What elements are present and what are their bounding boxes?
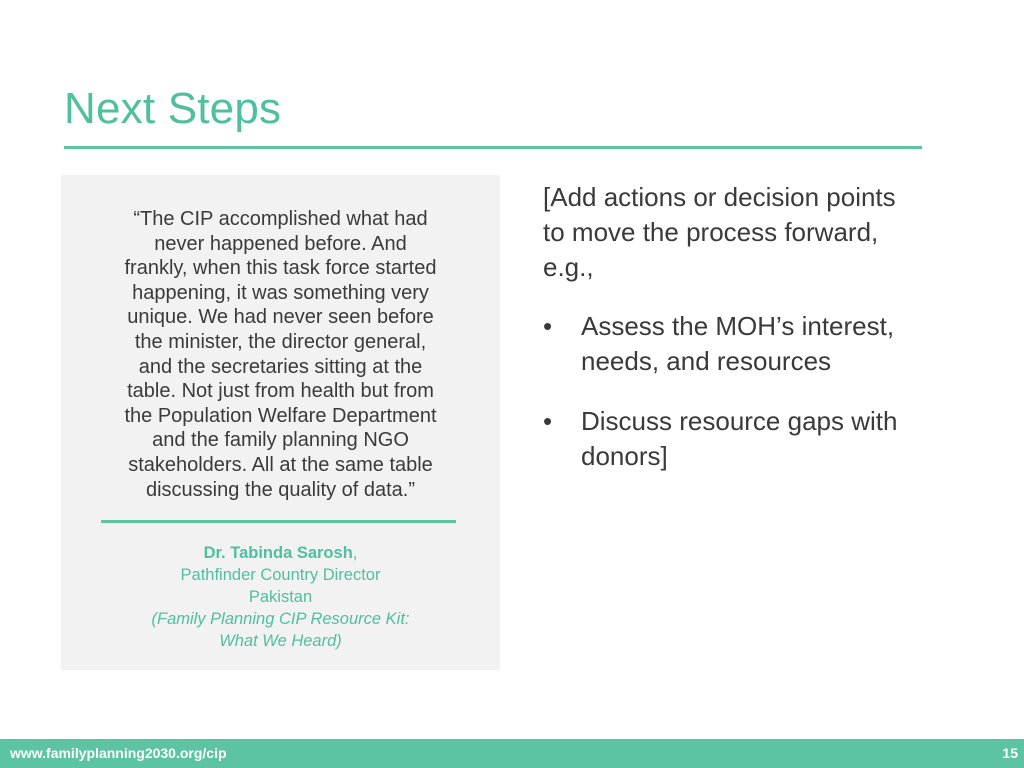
quote-line: happening, it was something very <box>132 281 429 304</box>
quote-line: never happened before. And <box>154 232 407 255</box>
footer-bar <box>0 739 1024 768</box>
page-number: 15 <box>1002 745 1018 761</box>
attribution-country: Pakistan <box>248 588 313 606</box>
attribution-name-line <box>61 542 500 564</box>
quote-divider <box>101 520 456 523</box>
quote-line: the minister, the director general, <box>134 330 427 353</box>
title-divider <box>64 146 922 149</box>
quote-line: and the secretaries sitting at the <box>138 355 423 378</box>
slide-title: Next Steps <box>64 84 282 133</box>
bullet-icon: • <box>543 406 553 436</box>
quote-line: stakeholders. All at the same table <box>128 453 433 476</box>
footer-url: www.familyplanning2030.org/cip <box>10 745 227 761</box>
quote-line: and the family planning NGO <box>152 429 409 452</box>
quote-line: table. Not just from health but from <box>127 380 434 403</box>
quote-line: discussing the quality of data.” <box>145 478 416 501</box>
attribution-source-line1: (Family Planning CIP Resource Kit: <box>151 610 410 628</box>
bullet-icon: • <box>543 311 553 341</box>
list-item-text: Assess the MOH’s interest, needs, and resources <box>581 311 895 376</box>
quote-line: frankly, when this task force started <box>124 257 437 280</box>
quote-text <box>61 207 500 502</box>
attribution-name: Dr. Tabinda Sarosh <box>203 544 353 562</box>
attribution-source-line2: What We Heard) <box>219 632 342 650</box>
quote-attribution <box>61 542 500 652</box>
quote-line: “The CIP accomplished what had <box>133 208 428 230</box>
next-steps-intro: [Add actions or decision points to move the process forward, e.g., <box>543 182 896 282</box>
attribution-role: Pathfinder Country Director <box>180 566 381 584</box>
next-steps-list <box>543 309 923 474</box>
quote-line: unique. We had never seen before <box>127 306 434 329</box>
list-item <box>543 404 923 474</box>
next-steps-content <box>543 180 923 499</box>
list-item-text: Discuss resource gaps with donors] <box>581 406 898 471</box>
list-item <box>543 309 923 379</box>
quote-panel <box>61 175 500 670</box>
attribution-name-suffix: , <box>352 544 358 562</box>
quote-line: the Population Welfare Department <box>124 404 437 427</box>
